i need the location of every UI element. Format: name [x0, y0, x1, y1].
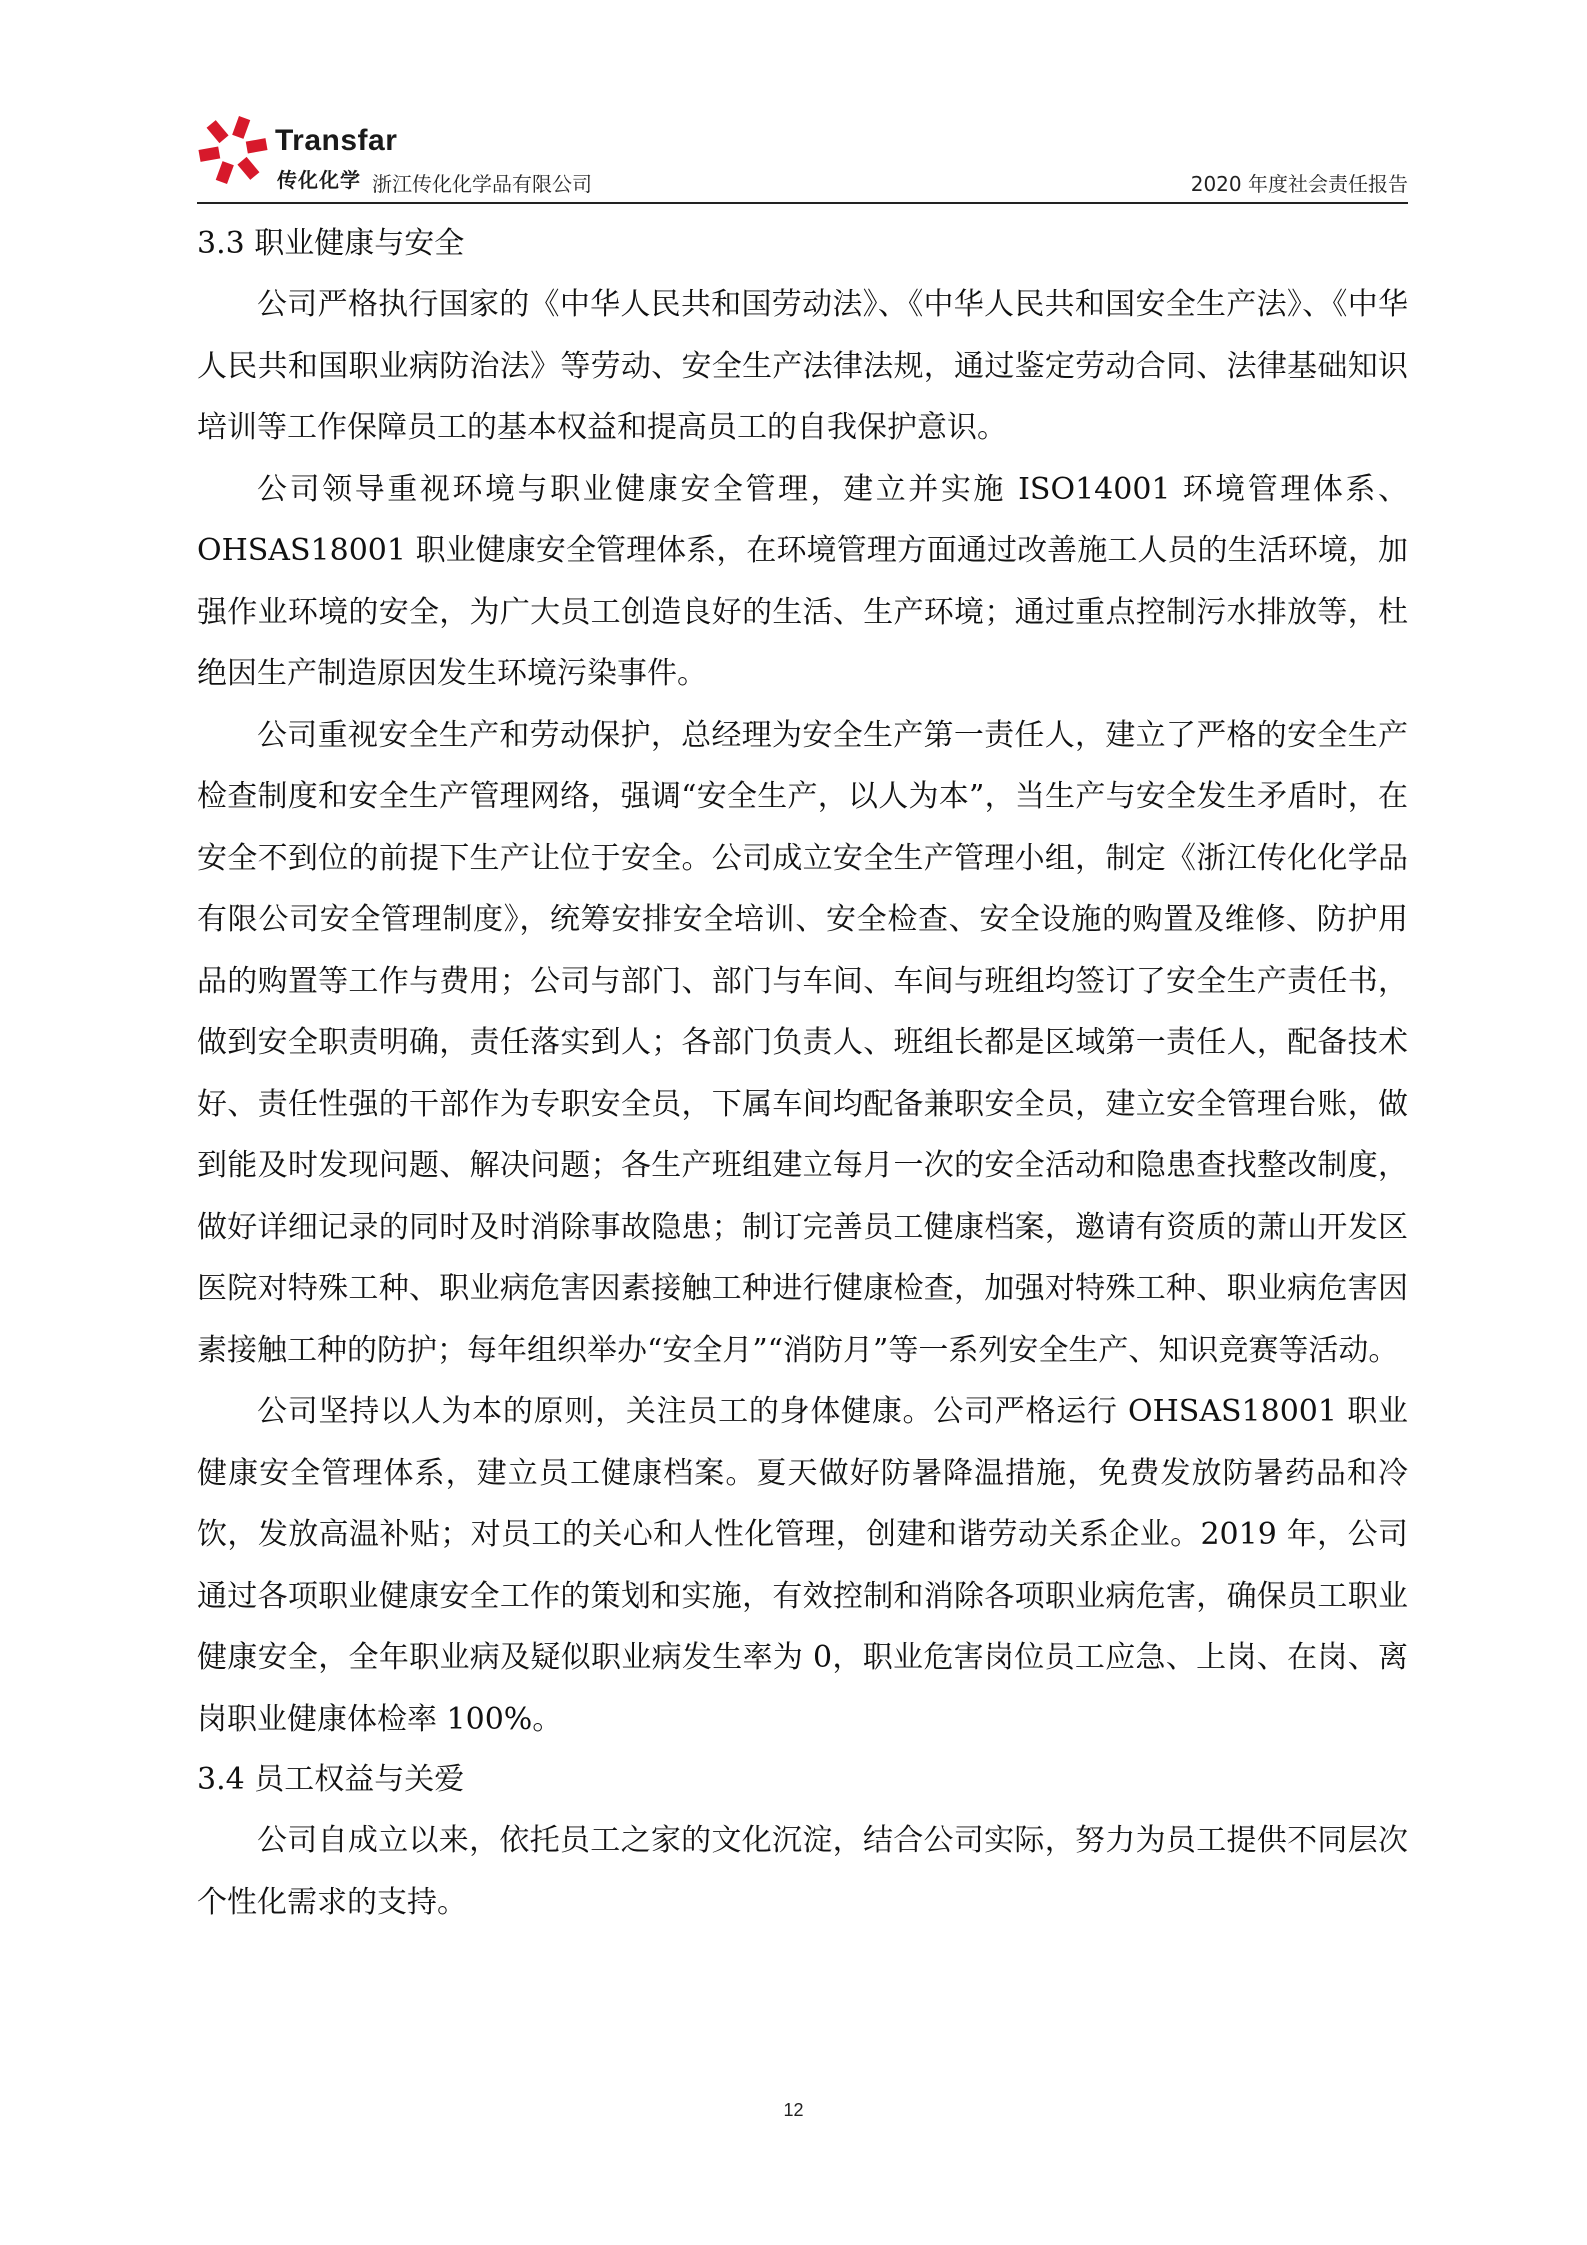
- paragraph-safety-production: 公司重视安全生产和劳动保护，总经理为安全生产第一责任人，建立了严格的安全生产检查制度和安全生产管理网络，强调“安全生产，以人为本”，当生产与安全发生矛盾时，在安全不到位的前提下生产让位于安全。公司成立安全生产管理小组，制定《浙江传化化学品有限公司安全管理制度》，统筹安排安全培训、安全检查、安全设施的购置及维修、防护用品的购置等工作与费用；公司与部门、部门与车间、车间与班组均签订了安全生产责任书，做到安全职责明确，责任落实到人；各部门负责人、班组长都是区域第一责任人，配备技术好、责任性强的干部作为专职安全员，下属车间均配备兼职安全员，建立安全管理台账，做到能及时发现问题、解决问题；各生产班组建立每月一次的安全活动和隐患查找整改制度，做好详细记录的同时及时消除事故隐患；制订完善员工健康档案，邀请有资质的萧山开发区医院对特殊工种、职业病危害因素接触工种进行健康检查，加强对特殊工种、职业病危害因素接触工种的防护；每年组织举办“安全月”“消防月”等一系列安全生产、知识竞赛等活动。: [197, 717, 1408, 1368]
- brand-name-cn: 传化化学: [277, 168, 361, 192]
- section-heading-3-4: 3.4 员工权益与关爱: [197, 1762, 465, 1797]
- report-title: 2020 年度社会责任报告: [1190, 172, 1408, 196]
- paragraph-management-systems: 公司领导重视环境与职业健康安全管理，建立并实施 ISO14001 环境管理体系、OHSAS18001 职业健康安全管理体系，在环境管理方面通过改善施工人员的生活环境，加强作业环境的安全，为广大员工创造良好的生活、生产环境；通过重点控制污水排放等，杜绝因生产制造原因发生环境污染事件。: [197, 471, 1408, 691]
- paragraph-labor-law: 公司严格执行国家的《中华人民共和国劳动法》、《中华人民共和国安全生产法》、《中华人民共和国职业病防治法》等劳动、安全生产法律法规，通过鉴定劳动合同、法律基础知识培训等工作保障员工的基本权益和提高员工的自我保护意识。: [197, 287, 1408, 445]
- brand-name-en: Transfar: [275, 124, 398, 157]
- paragraph-employee-care: 公司自成立以来，依托员工之家的文化沉淀，结合公司实际，努力为员工提供不同层次个性化需求的支持。: [197, 1823, 1408, 1920]
- page-header: [197, 110, 1408, 204]
- section-heading-3-3: 3.3 职业健康与安全: [197, 226, 465, 261]
- company-name: 浙江传化化学品有限公司: [372, 172, 592, 196]
- transfar-logo-icon: [197, 114, 269, 186]
- page-content: [197, 214, 1408, 1933]
- paragraph-employee-health: 公司坚持以人为本的原则，关注员工的身体健康。公司严格运行 OHSAS18001 职业健康安全管理体系，建立员工健康档案。夏天做好防暑降温措施，免费发放防暑药品和冷饮，发放高温补贴；对员工的关心和人性化管理，创建和谐劳动关系企业。2019 年，公司通过各项职业健康安全工作的策划和实施，有效控制和消除各项职业病危害，确保员工职业健康安全，全年职业病及疑似职业病发生率为 0，职业危害岗位员工应急、上岗、在岗、离岗职业健康体检率 100%。: [197, 1394, 1409, 1737]
- page-number: 12: [783, 2100, 804, 2120]
